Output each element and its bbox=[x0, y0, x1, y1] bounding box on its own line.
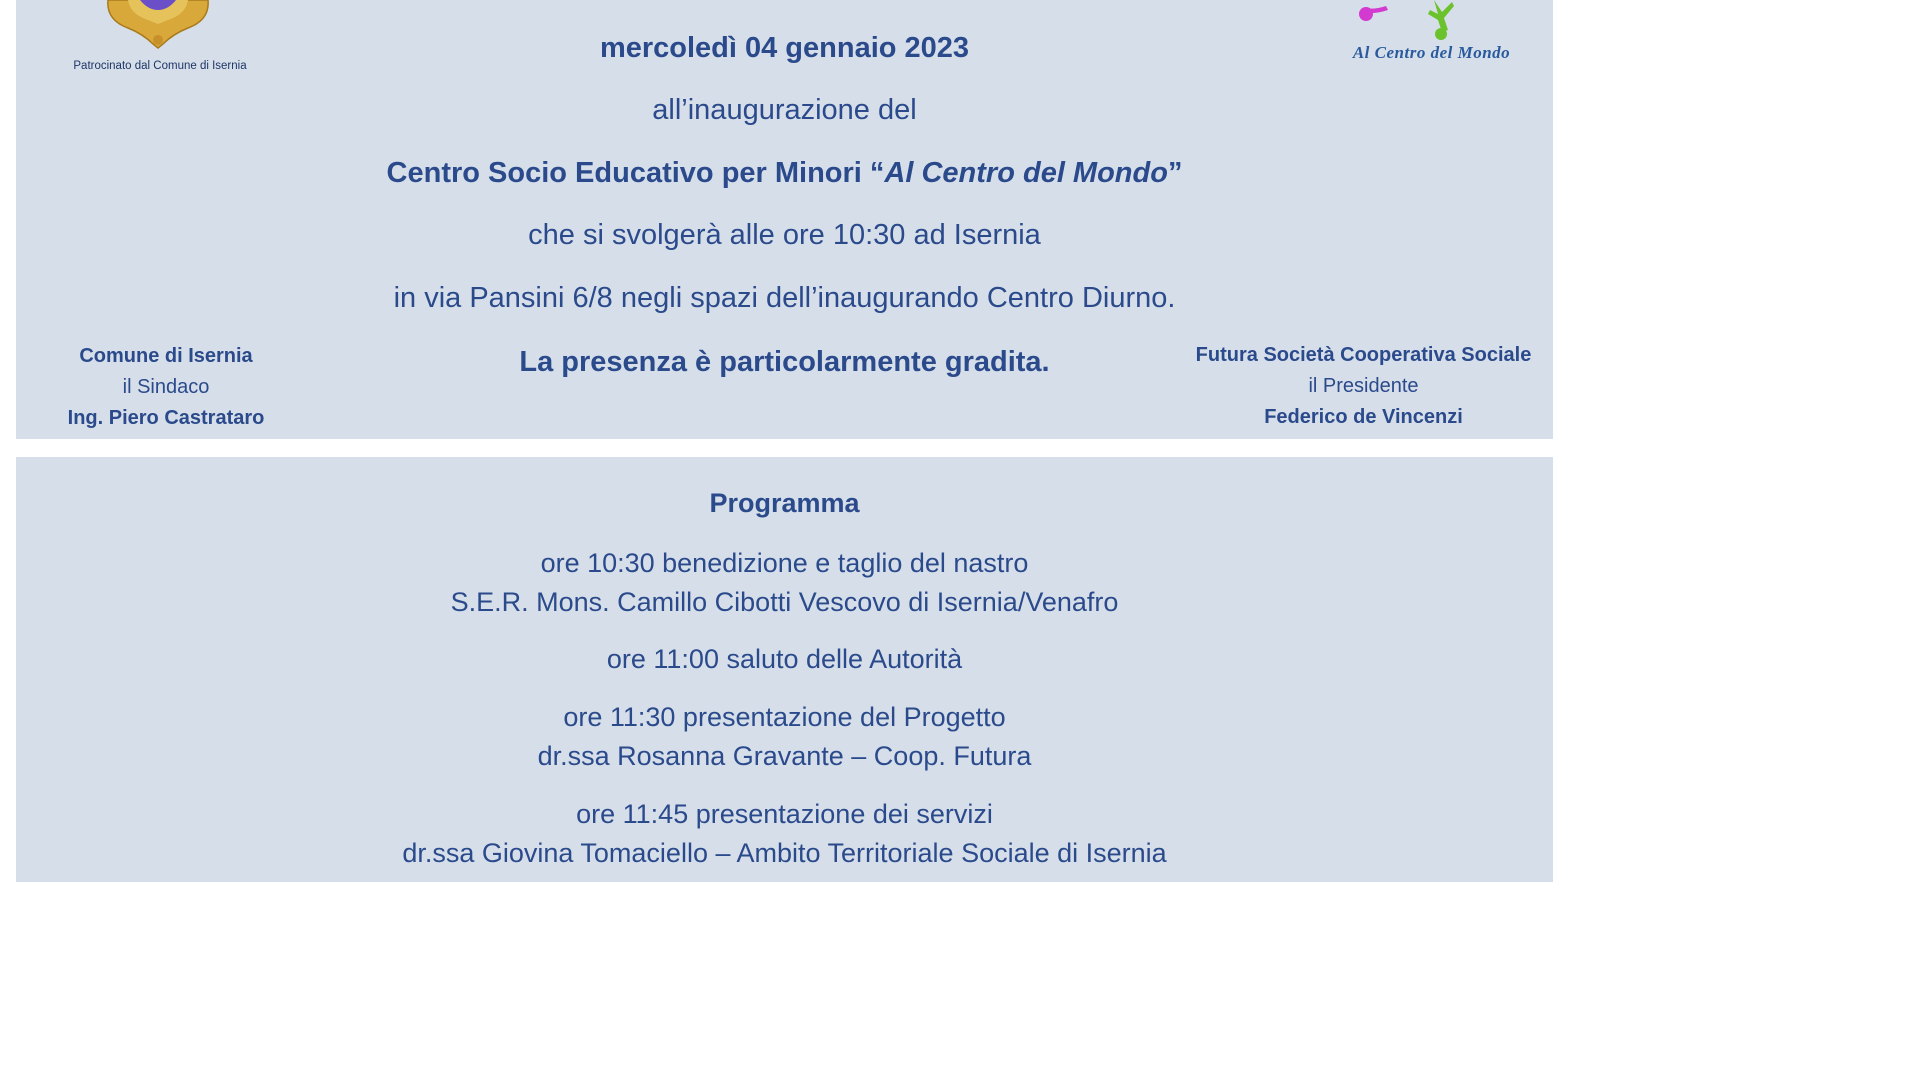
logo-wordmark: Al Centro del Mondo bbox=[1352, 43, 1511, 62]
signature-right bbox=[1176, 340, 1551, 433]
programme-item-line: dr.ssa Giovina Tomaciello – Ambito Territoriale Sociale di Isernia bbox=[402, 838, 1167, 868]
invite-line-inauguration: all’inaugurazione del bbox=[652, 94, 917, 126]
signature-left-org: Comune di Isernia bbox=[79, 345, 253, 367]
programme-item-line: dr.ssa Rosanna Gravante – Coop. Futura bbox=[537, 741, 1032, 771]
centre-title-suffix: ” bbox=[1167, 157, 1183, 189]
programme-panel bbox=[16, 457, 1553, 882]
invitation-panel bbox=[16, 0, 1553, 439]
programme-title: Programma bbox=[709, 488, 860, 518]
closing-remark: La presenza è particolarmente gradita. bbox=[519, 346, 1050, 378]
invite-line-time: che si svolgerà alle ore 10:30 ad Isernia bbox=[528, 219, 1041, 251]
patronage-caption: Patrocinato dal Comune di Isernia bbox=[73, 60, 247, 72]
centre-title-name: Al Centro del Mondo bbox=[884, 157, 1168, 189]
programme-item-line: ore 11:45 presentazione dei servizi bbox=[576, 799, 993, 829]
invite-line-address: in via Pansini 6/8 negli spazi dell’inaugurando Centro Diurno. bbox=[393, 282, 1176, 314]
signature-right-role: il Presidente bbox=[1308, 375, 1419, 397]
signature-left bbox=[50, 341, 282, 434]
programme-item-line: ore 10:30 benedizione e taglio del nastro bbox=[540, 548, 1029, 578]
programme-item-line: S.E.R. Mons. Camillo Cibotti Vescovo di Isernia/Venafro bbox=[450, 587, 1119, 617]
signature-left-name: Ing. Piero Castrataro bbox=[67, 407, 265, 429]
signature-right-org: Futura Società Cooperativa Sociale bbox=[1195, 344, 1532, 366]
centre-title bbox=[16, 155, 1553, 191]
programme-item-line: ore 11:00 saluto delle Autorità bbox=[606, 644, 963, 674]
signature-right-name: Federico de Vincenzi bbox=[1264, 406, 1463, 428]
centre-title-prefix: Centro Socio Educativo per Minori “ bbox=[386, 157, 885, 189]
event-date: mercoledì 04 gennaio 2023 bbox=[599, 32, 970, 64]
signature-left-role: il Sindaco bbox=[122, 376, 210, 398]
programme-item-line: ore 11:30 presentazione del Progetto bbox=[563, 702, 1006, 732]
